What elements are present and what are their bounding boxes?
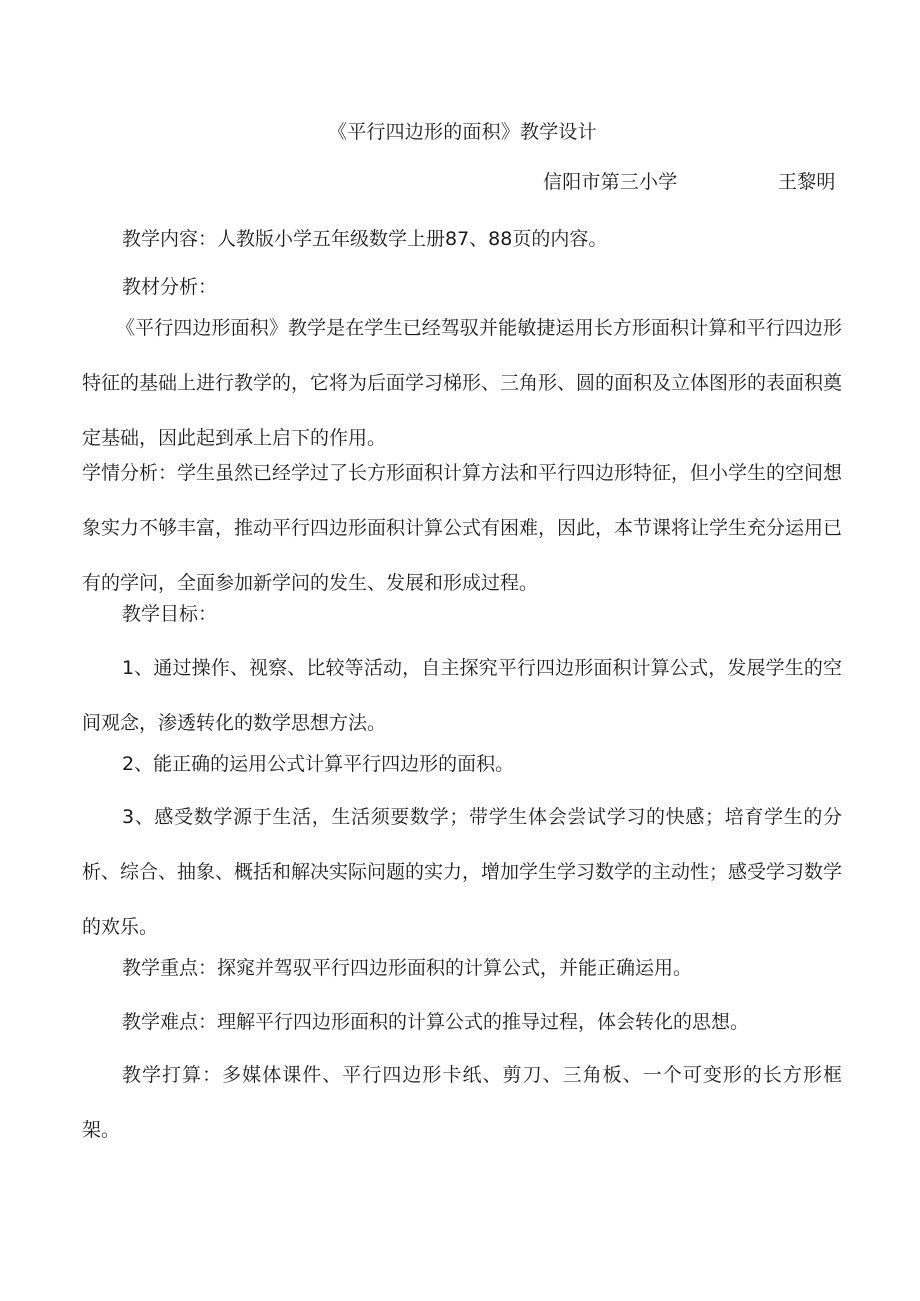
goal-3: 3、感受数学源于生活，生活须要数学；带学生体会尝试学习的快感；培育学生的分析、综合、抽象、概括和解决实际问题的实力，增加学生学习数学的主动性；感受学习数学的欢乐。: [82, 806, 843, 938]
goals-heading: 教学目标：: [122, 603, 218, 625]
school-name: 信阳市第三小学: [543, 171, 678, 193]
analysis-heading: 教材分析：: [122, 276, 218, 298]
preparation: 教学打算：多媒体课件、平行四边形卡纸、剪刀、三角板、一个可变形的长方形框架。: [82, 1064, 842, 1141]
analysis-paragraph: 《平行四边形面积》教学是在学生已经驾驭并能敏捷运用长方形面积计算和平行四边形特征的基础上进行教学的，它将为后面学习梯形、三角形、圆的面积及立体图形的表面积奠定基础，因此起到承上启下的作用。: [82, 317, 843, 449]
teaching-content: 教学内容：人教版小学五年级数学上册87、88页的内容。: [122, 228, 608, 250]
difficulty-point: 教学难点：理解平行四边形面积的计算公式的推导过程，体会转化的思想。: [122, 1011, 750, 1033]
goal-1: 1、通过操作、视察、比较等活动，自主探究平行四边形面积计算公式，发展学生的空间观念，渗透转化的数学思想方法。: [82, 657, 842, 734]
key-point: 教学重点：探窕并驾驭平行四边形面积的计算公式，并能正确运用。: [122, 957, 693, 979]
author-name: 王黎明: [778, 171, 836, 193]
goal-2: 2、能正确的运用公式计算平行四边形的面积。: [122, 753, 515, 775]
document-title: 《平行四边形的面积》教学设计: [328, 121, 597, 143]
student-analysis-paragraph: 学情分析：学生虽然已经学过了长方形面积计算方法和平行四边形特征，但小学生的空间想象实力不够丰富，推动平行四边形面积计算公式有困难，因此，本节课将让学生充分运用已有的学问，全面参加新学问的发生、发展和形成过程。: [82, 462, 843, 594]
